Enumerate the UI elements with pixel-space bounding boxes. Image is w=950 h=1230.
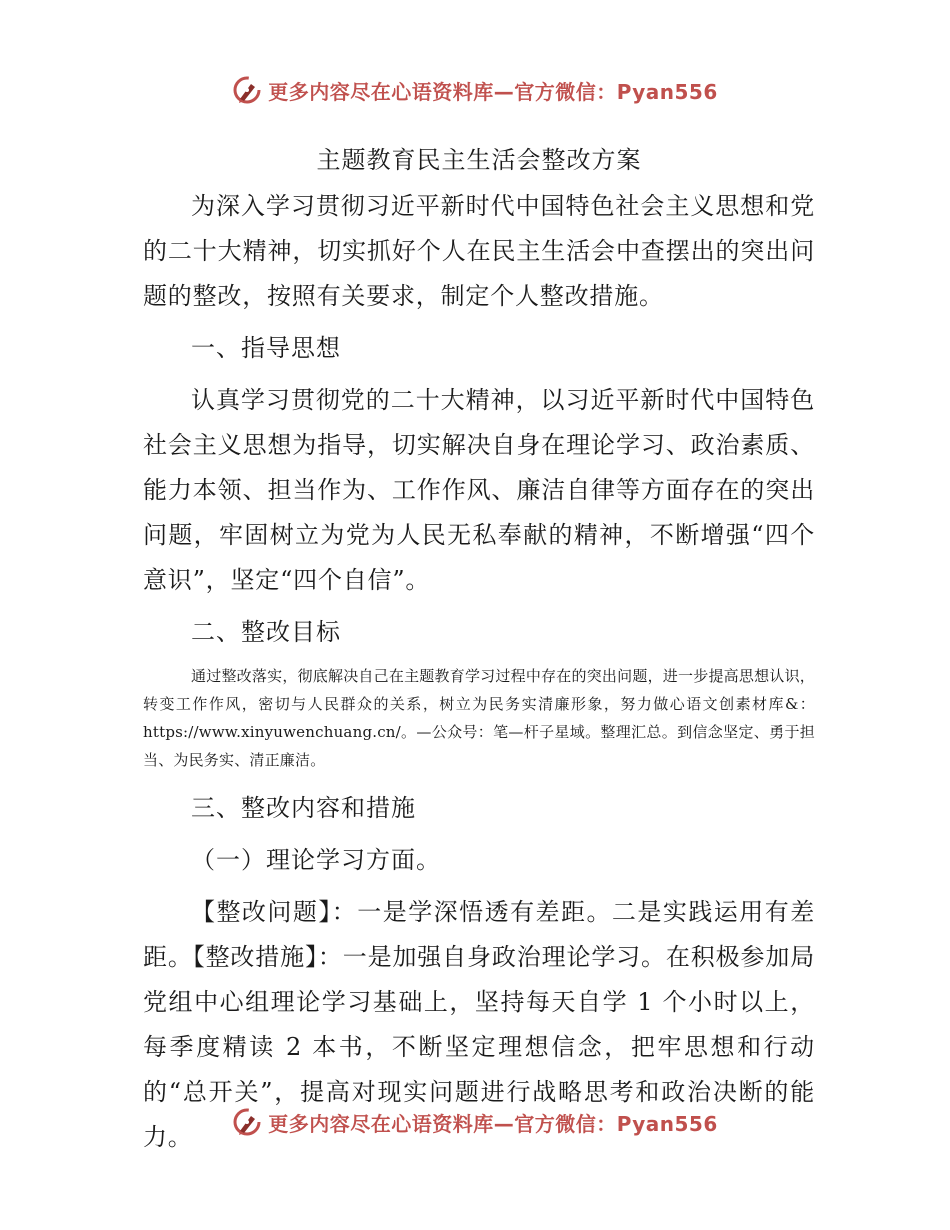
section-heading-measures: 三、整改内容和措施: [191, 794, 416, 822]
section-heading-goals: 二、整改目标: [191, 618, 341, 646]
document-body: [143, 138, 815, 1167]
theory-study-paragraph: 【整改问题】：一是学深悟透有差距。二是实践运用有差距。【整改措施】：一是加强自身政治理论学习。在积极参加局党组中心组理论学习基础上，坚持每天自学 1 个小时以上，每季度精读 2 本书，不断坚定理想信念，把牢思想和行动的“总开关”，提高对现实问题进行战略思考和政治决断的能力。: [143, 898, 815, 1151]
banner-text: 更多内容尽在心语资料库—官方微信：Pyan556: [268, 79, 718, 104]
goals-paragraph: 通过整改落实，彻底解决自己在主题教育学习过程中存在的突出问题，进一步提高思想认识，转变工作作风，密切与人民群众的关系，树立为民务实清廉形象，努力做心语文创素材库&：https://www.xinyuwenchuang.cn/。—公众号：笔—杆子星域。整理汇总。到信念坚定、勇于担当、为民务实、清正廉洁。: [143, 667, 815, 769]
header-banner: [0, 70, 950, 110]
banner-text: 更多内容尽在心语资料库—官方微信：Pyan556: [268, 1111, 718, 1136]
guiding-thought-paragraph: 认真学习贯彻党的二十大精神，以习近平新时代中国特色社会主义思想为指导，切实解决自身在理论学习、政治素质、能力本领、担当作为、工作作风、廉洁自律等方面存在的突出问题，牢固树立为党为人民无私奉献的精神，不断增强“四个意识”，坚定“四个自信”。: [143, 386, 815, 594]
section-heading-guiding-thought: 一、指导思想: [191, 334, 341, 362]
pen-logo-icon: [232, 1107, 262, 1137]
footer-banner: [0, 1102, 950, 1142]
subsection-heading-theory-study: （一）理论学习方面。: [191, 846, 441, 874]
pen-logo-icon: [232, 75, 262, 105]
document-title: 主题教育民主生活会整改方案: [316, 146, 642, 174]
intro-paragraph: 为深入学习贯彻习近平新时代中国特色社会主义思想和党的二十大精神，切实抓好个人在民主生活会中查摆出的突出问题的整改，按照有关要求，制定个人整改措施。: [143, 192, 815, 310]
